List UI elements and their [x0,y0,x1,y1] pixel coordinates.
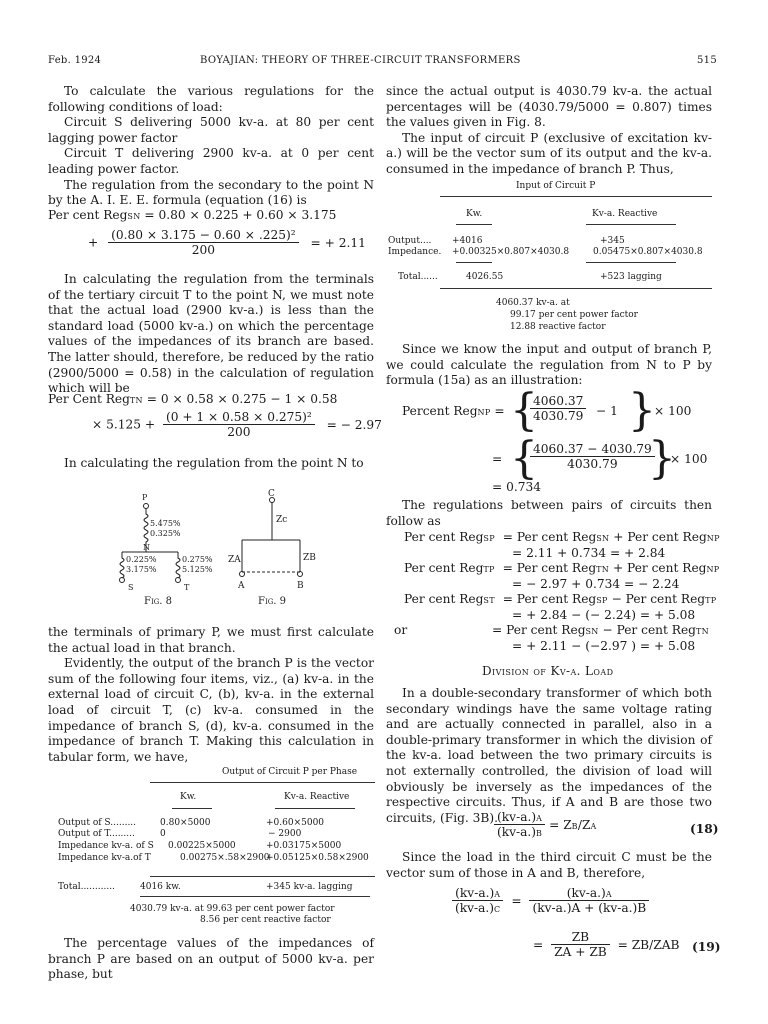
regulation-line: Per cent RegST = Per cent RegSP − Per cent RegTP [404,592,717,606]
fig8-value: 0.275% [182,555,213,564]
table-row-label: Output.... [388,236,432,246]
regulation-line: or = Per cent RegSN − Per cent RegTN [394,623,709,637]
right-column-top [386,84,712,178]
equation-text: − 1 [596,404,618,418]
fraction: $\frac{(kv-a.)A}{(kv-a.)B}$ [494,810,545,839]
paragraph: The input of circuit P (exclusive of excitation kv-a.) will be the vector sum of its output and the kv-a. consumed in the impedance of branch P. Thus, [386,130,712,176]
fig8-label-t: T [184,583,190,592]
paragraph: Since we know the input and output of branch P, we could calculate the regulation from N to P by formula (15a) as an illustration: [386,342,712,388]
equation-text: = 0.80 × 0.225 + 0.60 × 3.175 [144,208,337,222]
fig8-value: 5.125% [182,565,213,574]
paragraph: the terminals of primary P, we must first calculate the actual load in that branch. [48,625,374,655]
paragraph: Since the load in the third circuit C must be the vector sum of those in A and B, therefore, [386,850,712,880]
right-paragraph-5 [386,686,712,826]
equation-reg-tn [48,392,337,406]
header-page-number: 515 [697,55,717,66]
left-column-end [48,936,374,983]
table-title: Input of Circuit P [516,181,596,191]
equation-reg-tn-2 [92,410,382,439]
table-row-label: Impedance. [388,247,442,257]
fig9-label-c: C [268,489,275,499]
regulation-line: = 2.11 + 0.734 = + 2.84 [512,545,666,560]
table-cell: 0.00225×5000 [168,841,236,851]
fig8-value: 3.175% [126,565,157,574]
fig8-value: 5.475% [150,519,181,528]
fig8-value: 0.325% [150,529,181,538]
equation-text: = [494,404,505,418]
denominator: 4030.79 [533,409,584,423]
fig9-label-zc: Zc [276,515,288,525]
equation-19b: = $\frac{ZB}{ZA + ZB}$ = ZB/ZAB [533,930,680,959]
equation-result: = + 2.11 [310,235,366,250]
fig9-label-a: A [238,581,245,591]
table-cell: 0.80×5000 [160,818,211,828]
right-paragraph-3 [386,342,712,389]
regulation-line: = − 2.97 + 0.734 = − 2.24 [512,576,680,591]
figure-9 [240,498,303,577]
table-row-label: Output of T......... [58,829,135,839]
paragraph: The regulations between pairs of circuits then follow as [386,498,712,528]
equation-18: $\frac{(kv-a.)A}{(kv-a.)B}$ = ZB/ZA [494,810,597,839]
fig8-label-p: P [142,493,148,502]
fig9-label-b: B [297,581,304,591]
regulation-line: Per cent RegSP = Per cent RegSN + Per cent RegNP [404,530,720,544]
equation-text: = 0 × 0.58 × 0.275 − 1 × 0.58 [146,392,338,406]
table-row-label: Impedance kv-a.of T [58,853,151,863]
regulation-line: = + 2.11 − (−2.97 ) = + 5.08 [512,638,696,653]
paragraph: In a double-secondary transformer of which both secondary windings have the same voltage rating and are actually connected in parallel, also in a double-primary transformer in which the division of the kv-a. load between the two primary circuits is not externally controlled, the division of load will obviously be inversely as the impedances of the respective circuits. Thus, if A and B are those two circuits, (Fig. 3B). [386,686,712,825]
equation-result: = 0.734 [492,480,541,494]
equation-reg-sn [48,208,336,222]
table-total-label: Total............ [58,882,115,892]
subscript: TN [129,396,143,405]
table-cell: +4016 [452,236,483,246]
paragraph: Evidently, the output of the branch P is the vector sum of the following four items, viz., (a) kv-a. in the external load of circuit C, (b), kv-a. in the external load of circuit T, (c) kv-a. consumed in the impedance of branch S, (d), kv-a. consumed in the impedance of branch T. Making this calculation in tabular form, we have, [48,656,374,764]
left-column-top [48,84,374,209]
subscript: SN [127,212,141,221]
table-header-kva: Kv-a. Reactive [592,209,658,219]
section-heading: Division of Kv-a. Load [482,664,614,678]
numerator: (0.80 × 3.175 − 0.60 × .225)² [108,228,299,243]
fraction [530,394,586,423]
table-note: 8.56 per cent reactive factor [200,915,331,925]
equation-19a: $\frac{(kv-a.)A}{(kv-a.)C}$ = $\frac{(kv-a.)A}{(kv-a.)A + (kv-a.)B}$ [452,886,649,915]
right-paragraph-4 [386,498,712,529]
equation-text: Percent Reg [402,404,478,418]
table-total-kw: 4026.55 [466,272,504,282]
equation-text: = [492,452,503,466]
left-paragraph-6 [48,456,374,472]
fraction [530,442,655,471]
table-cell: +0.03175×5000 [266,841,342,851]
table-title: Output of Circuit P per Phase [222,767,358,777]
table-cell: 0.00275×.58×2900 [180,853,270,863]
table-note: 99.17 per cent power factor [510,310,638,320]
table-cell: − 2900 [268,829,302,839]
numerator: 4060.37 − 4030.79 [530,442,655,457]
left-column-mid [48,272,374,397]
figure-8-caption: Fig. 8 [144,596,173,607]
fig9-label-za: ZA [228,555,241,565]
paragraph: To calculate the various regulations for the following conditions of load: [48,84,374,114]
header-date: Feb. 1924 [48,55,102,66]
table-total-kva: +523 lagging [600,272,662,282]
equation-text: × 5.125 + [92,417,156,432]
equation-text: Per cent Reg [48,208,128,222]
table-note: 4060.37 kv-a. at [496,298,570,308]
fig9-label-zb: ZB [303,553,316,563]
table-cell: +0.60×5000 [266,818,325,828]
equation-text: × 100 [654,404,692,418]
fig8-label-n: N [143,543,150,552]
paragraph: In calculating the regulation from the point N to [64,456,364,470]
table-cell: +0.00325×0.807×4030.8 [452,247,570,257]
denominator: 200 [191,243,216,257]
fraction [108,228,299,257]
figure-8-labels [126,493,213,607]
fig8-value: 0.225% [126,555,157,564]
fraction: $\frac{(kv-a.)A}{(kv-a.)C}$ [452,886,503,915]
table-row-label: Output of S......... [58,818,137,828]
fraction: $\frac{ZB}{ZA + ZB}$ [551,930,610,959]
right-paragraph-6 [386,850,712,881]
regulation-line: = + 2.84 − (− 2.24) = + 5.08 [512,607,696,622]
table-total-kw: 4016 kw. [140,882,181,892]
figure-9-caption: Fig. 9 [258,596,287,607]
fraction: $\frac{(kv-a.)A}{(kv-a.)A + (kv-a.)B}$ [529,886,649,915]
numerator: 4060.37 [530,394,586,409]
paragraph: Circuit T delivering 2900 kv-a. at 0 per cent leading power factor. [48,146,374,176]
table-cell: +0.05125×0.58×2900 [266,853,369,863]
table-cell: +345 [600,236,625,246]
fraction [163,410,315,439]
equation-result: = − 2.97 [326,417,382,432]
equation-text: + [88,235,99,250]
equation-text: × 100 [670,452,708,466]
header-title: BOYAJIAN: THEORY OF THREE-CIRCUIT TRANSFORMERS [200,55,521,66]
paragraph: In calculating the regulation from the terminals of the tertiary circuit T to the point N, we must note that the actual load (2900 kv-a.) is less than the standard load (5000 kv-a.) on which the percentage values of the impedances of its branch are based. The latter should, therefore, be reduced by the ratio (2900/5000 = 0.58) in the calculation of regulation which will be [48,272,374,396]
numerator: (0 + 1 × 0.58 × 0.275)² [163,410,315,425]
paragraph: The percentage values of the impedances of branch P are based on an output of 5000 kv-a. per phase, but [48,936,374,982]
table-cell: 0.05475×0.807×4030.8 [593,247,703,257]
table-header-kw: Kw. [180,792,197,802]
table-total-label: Total...... [398,272,438,282]
regulation-line: Per cent RegTP = Per cent RegTN + Per cent RegNP [404,561,720,575]
table-total-kva: +345 kv-a. lagging [266,882,353,892]
paragraph: The regulation from the secondary to the point N by the A. I. E. E. formula (equation (16) is [48,177,374,208]
denominator: 200 [227,425,251,439]
figures-8-9 [100,488,340,608]
table-note: 12.88 reactive factor [510,322,606,332]
table-header-kw: Kw. [466,209,483,219]
fig8-label-s: S [128,583,134,592]
equation-number: (19) [692,940,721,954]
paragraph: since the actual output is 4030.79 kv-a. the actual percentages will be (4030.79/5000 = 0.807) times the values given in Fig. 8. [386,84,712,130]
equation-number: (18) [690,822,719,836]
table-note: 4030.79 kv-a. at 99.63 per cent power factor [130,904,335,914]
paragraph: Circuit S delivering 5000 kv-a. at 80 per cent lagging power factor [48,115,374,145]
equation-text: Per Cent Reg [48,392,130,406]
denominator: 4030.79 [567,457,618,471]
table-row-label: Impedance kv-a. of S [58,841,154,851]
equation-reg-sn-2 [88,228,366,257]
table-header-kva: Kv-a. Reactive [284,792,350,802]
subscript: NP [477,408,491,417]
table-cell: 0 [160,829,166,839]
left-column-lower [48,625,374,765]
